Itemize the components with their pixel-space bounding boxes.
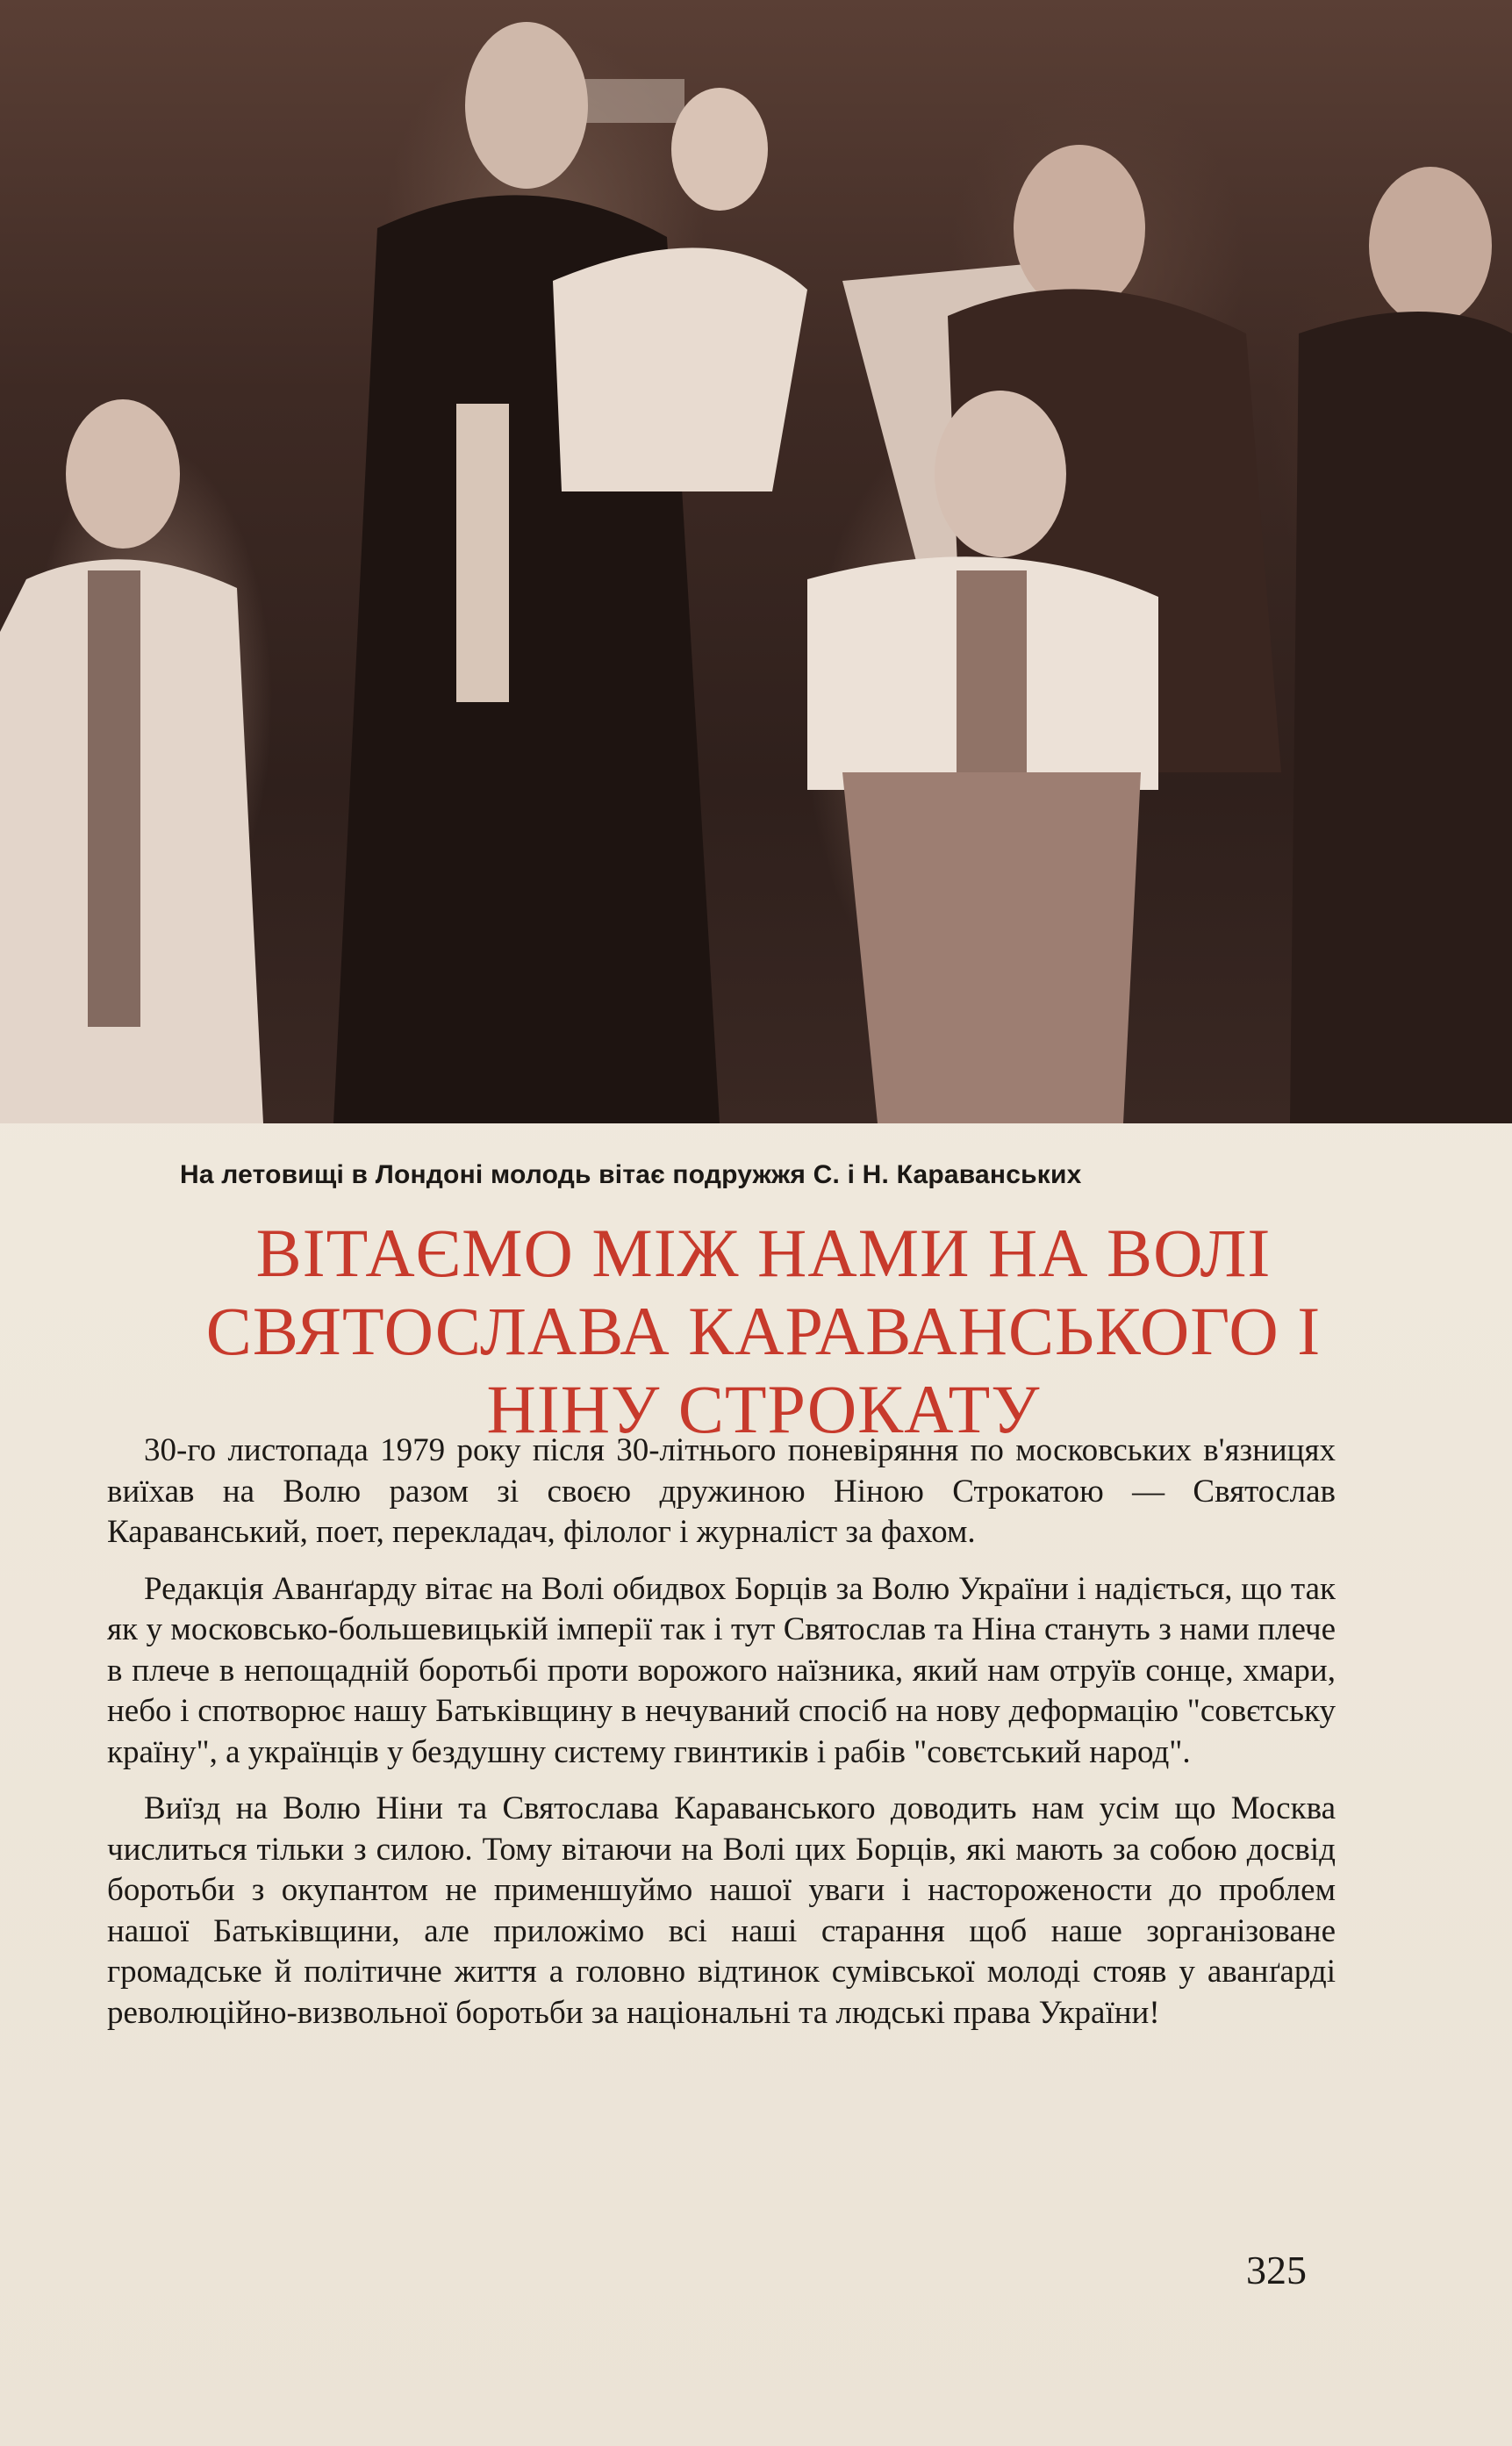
photo-illustration (0, 0, 1512, 1123)
girl-legs (456, 404, 509, 702)
page-number: 325 (1246, 2248, 1307, 2292)
photo-caption: На летовищі в Лондоні молодь вітає подружжя С. і Н. Караванських (180, 1160, 1082, 1189)
paragraph-1: 30-го листопада 1979 року після 30-літнього поневіряння по московських в'язницях виїхав на Волю разом зі своєю дружиною Ніною Строкатою — Святослав Караванський, поет, перекладач, філолог і журналіст за фахом. (107, 1432, 1336, 1550)
woman-right-head (1369, 167, 1492, 325)
boy-left-embroidery (88, 570, 140, 1027)
article-headline (140, 1214, 1387, 1448)
boy-left-head (66, 399, 180, 549)
headline-line-1: ВІТАЄМО МІЖ НАМИ НА ВОЛІ (255, 1215, 1272, 1291)
boy-center-embroidery (957, 570, 1027, 799)
man-head (465, 22, 588, 189)
woman-head (1014, 145, 1145, 312)
article-body (107, 1431, 1336, 2049)
headline-line-2: СВЯТОСЛАВА КАРАВАНСЬКОГО І (205, 1293, 1322, 1369)
paragraph-2: Редакція Аванґарду вітає на Волі обидвох Борців за Волю України і надіється, що так як у московсько-большевицькій імперії так і тут Святослав та Ніна стануть з нами плече в плече в непощадній боротьбі проти ворожого наїзника, який нам отруїв сонце, хмари, небо і спотворює нашу Батьківщину в нечуваний спосіб на нову деформацію "совєтську країну", а українців у бездушну систему гвинтиків і рабів "совєтський народ". (107, 1570, 1336, 1770)
woman-right-dress (1290, 312, 1512, 1123)
airport-photo (0, 0, 1512, 1123)
paragraph-3: Виїзд на Волю Ніни та Святослава Караванського доводить нам усім що Москва числиться тільки з силою. Тому вітаючи на Волі цих Борців, які мають за собою досвід боротьби з окупантом не применшуймо нашої уваги і насторожености до проблем нашої Батьківщини, але приложімо всі наші старання щоб наше зорганізоване громадське й політичне життя а головно відтинок сумівської молоді стояв у аванґарді революційно-визвольної боротьби за національні та людські права України! (107, 1790, 1336, 2031)
boy-center-head (935, 391, 1066, 557)
headline-line-3: НІНУ СТРОКАТУ (486, 1371, 1041, 1447)
girl-dress (553, 247, 807, 491)
boy-center-trousers (842, 772, 1141, 1123)
girl-head (671, 88, 768, 211)
